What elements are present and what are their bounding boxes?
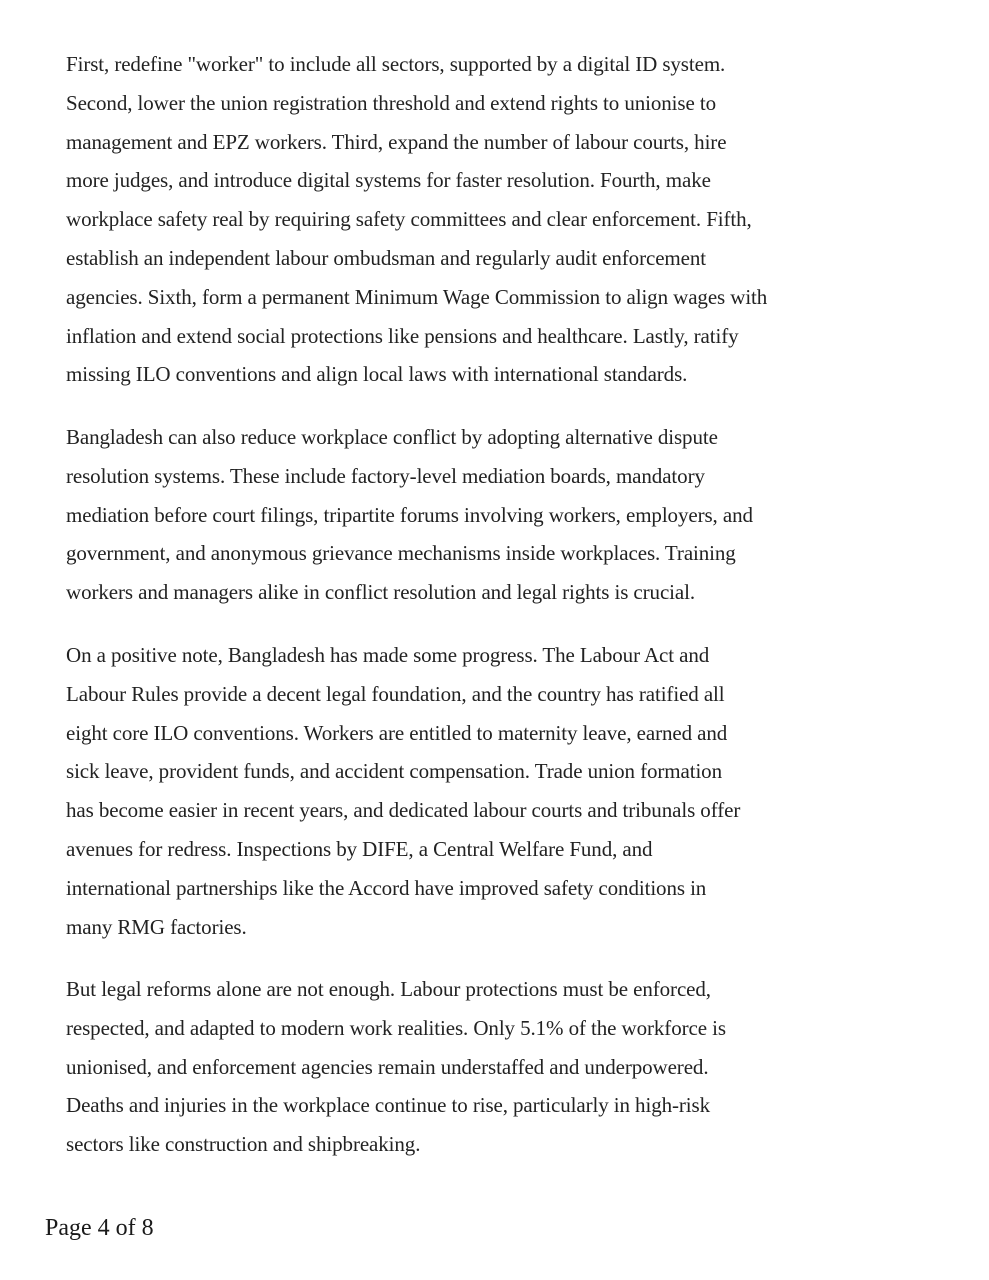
text-line: mediation before court filings, tripartite forums involving workers, employers, and: [66, 502, 753, 527]
text-line: has become easier in recent years, and dedicated labour courts and tribunals offer: [66, 798, 741, 823]
text-line: First, redefine "worker" to include all sectors, supported by a digital ID system.: [66, 52, 726, 76]
text-line: Bangladesh can also reduce workplace conflict by adopting alternative dispute: [66, 425, 718, 449]
text-line: sick leave, provident funds, and accident compensation. Trade union formation: [66, 759, 722, 784]
text-line: avenues for redress. Inspections by DIFE, a Central Welfare Fund, and: [66, 836, 653, 861]
text-line: establish an independent labour ombudsman and regularly audit enforcement: [66, 245, 706, 270]
text-line: Deaths and injuries in the workplace continue to rise, particularly in high-risk: [66, 1093, 710, 1118]
text-line: more judges, and introduce digital systems for faster resolution. Fourth, make: [66, 168, 711, 193]
text-line: workplace safety real by requiring safety committees and clear enforcement. Fifth,: [66, 207, 752, 232]
paragraph-progress: [66, 636, 946, 946]
text-line: unionised, and enforcement agencies remain understaffed and underpowered.: [66, 1054, 709, 1079]
text-line: agencies. Sixth, form a permanent Minimum Wage Commission to align wages with: [66, 284, 768, 309]
page-number: Page 4 of 8: [45, 1215, 154, 1241]
paragraph-enforcement-gaps: [66, 970, 946, 1164]
text-line: eight core ILO conventions. Workers are entitled to maternity leave, earned and: [66, 720, 728, 745]
paragraph-dispute-resolution: [66, 418, 946, 612]
paragraph-reform-recommendations: [66, 45, 946, 394]
text-line: inflation and extend social protections like pensions and healthcare. Lastly, ratify: [66, 323, 739, 348]
text-line: government, and anonymous grievance mechanisms inside workplaces. Training: [66, 541, 736, 566]
text-line: sectors like construction and shipbreaking.: [66, 1132, 421, 1157]
text-line: respected, and adapted to modern work realities. Only 5.1% of the workforce is: [66, 1015, 726, 1040]
text-line: Labour Rules provide a decent legal foundation, and the country has ratified all: [66, 681, 725, 706]
text-line: management and EPZ workers. Third, expand the number of labour courts, hire: [66, 129, 727, 154]
text-line: workers and managers alike in conflict resolution and legal rights is crucial.: [66, 580, 695, 605]
text-line: international partnerships like the Accord have improved safety conditions in: [66, 875, 707, 900]
text-line: Second, lower the union registration threshold and extend rights to unionise to: [66, 90, 716, 115]
text-line: But legal reforms alone are not enough. Labour protections must be enforced,: [66, 977, 711, 1001]
text-line: missing ILO conventions and align local laws with international standards.: [66, 362, 688, 387]
text-line: many RMG factories.: [66, 914, 247, 939]
text-line: resolution systems. These include factory-level mediation boards, mandatory: [66, 463, 705, 488]
text-line: On a positive note, Bangladesh has made some progress. The Labour Act and: [66, 643, 710, 667]
